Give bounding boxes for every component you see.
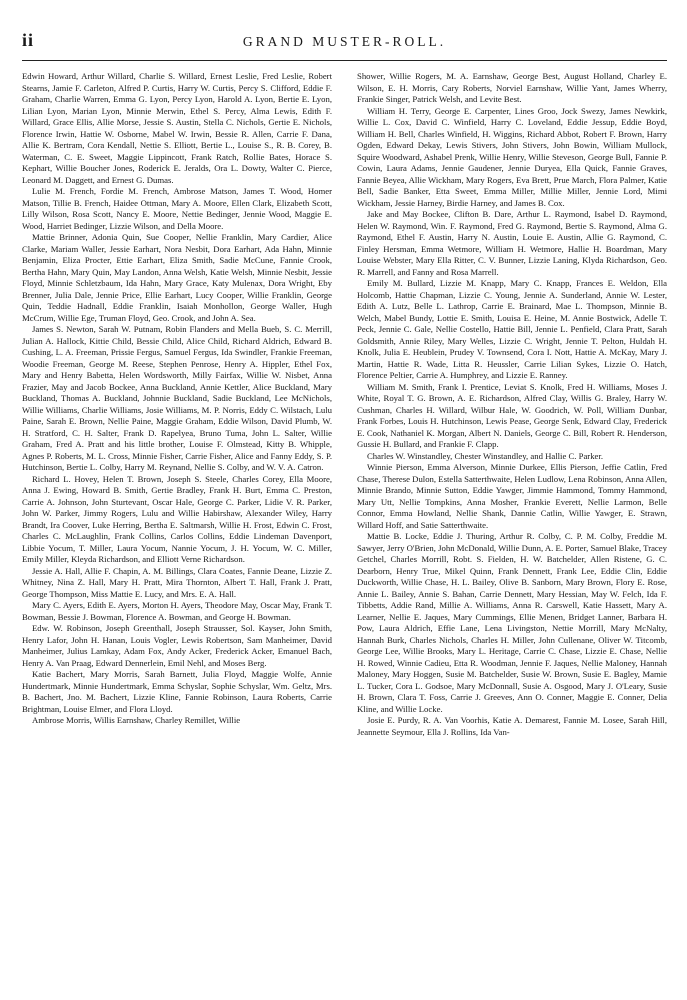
name-paragraph: Josie E. Purdy, R. A. Van Voorhis, Katie A. Demarest, Fannie M. Losee, Sarah Hill, Jeannette Seymour, Ella J. Rollins, Ida Van- <box>357 715 667 737</box>
right-column <box>357 71 667 738</box>
name-paragraph: Winnie Pierson, Emma Alverson, Minnie Durkee, Ellis Pierson, Jeffie Catlin, Fred Chase, Therese Dulon, Estella Satterthwaite, Helen Ludlow, Lena Robinson, Anna Allen, Minnie Brando, Minnie Sutton, Eddie Yawger, Jimmie Hammond, Tommy Hammond, Mary Utt, Nellie Tompkins, Anna Mosher, Frankie Everett, Nellie Larmon, Belle Connor, Emma Howland, Nellie Shank, Dannie Catlin, Willie Yawger, E. Strawn, Willard Hoff, and Satie Satterthwaite. <box>357 462 667 530</box>
name-paragraph: Katie Bachert, Mary Morris, Sarah Barnett, Julia Floyd, Maggie Wolfe, Annie Hundertmark, Minnie Hundertmark, Emma Schyslar, Sophie Schyslar, Wm. Geltz, Mrs. B. Bachert, Jno. M. Bachert, Lizzie Kline, Fannie Robinson, Laura Roberts, Carrie Brightman, Louise Elmer, and Flora Lloyd. <box>22 669 332 714</box>
two-column-body <box>22 71 667 738</box>
name-paragraph: Lulie M. French, Fordie M. French, Ambrose Matson, James T. Wood, Homer Matson, Tillie B. French, Haidee Ottman, Mary A. Moore, Ellen Clark, Elizabeth Scott, Lilly Wilson, Rosa Scott, Nancy E. Moore, Nettie Bedinger, Jennie Wood, Maggie E. Wood, Harriet Bedinger, Lizzie Wilson, and Della Moore. <box>22 186 332 231</box>
header-rule <box>22 60 667 61</box>
name-paragraph: Emily M. Bullard, Lizzie M. Knapp, Mary C. Knapp, Frances E. Weldon, Ella Holcomb, Hattie Chapman, Lizzie C. Young, Jennie A. Sunderland, Annie W. Lester, Edith A. Lutz, Belle L. Lathrop, Carrie E. Brainard, Mae L. Thompson, Minnie B. Welch, Mabel Bundy, Lottie E. Smith, Louisa E. Heine, M. Annie Bostwick, Adelle T. Peck, Jennie C. Gale, Nellie Costello, Hattie Bill, Jennie L. Penfield, Clara Pratt, Sarah Goldsmith, Annie Riley, Mary Welles, Lizzie C. Wright, Jennie T. Pelton, Huldah H. Knolk, Julia E. Heublein, Prudey V. Townsend, Cora I. Nott, Hattie A. McKay, Mary J. Martin, Hattie R. Wade, Litta R. Heussler, Carrie Lilian Sykes, Lizzie O. Hatch, Florence Peltier, Carrie A. Humphrey, and Lizzie E. Ranney. <box>357 278 667 380</box>
name-paragraph: Edwin Howard, Arthur Willard, Charlie S. Willard, Ernest Leslie, Fred Leslie, Robert Stearns, Jamie F. Carleton, Alfred P. Curtis, Harry W. Curtis, Percy S. Clifford, Eddie F. Graham, Charlie Warren, Emma G. Lyon, Percy Lyon, Harold A. Lyon, Bertie E. Lyon, Lilian Lyon, Marian Lyon, Minnie Merwin, Ethel S. Percy, Alma Lewis, Edith F. Willard, Grace Ellis, Allie Morse, Jessie S. Austin, Stella C. Nichols, Gertie E. Nichols, Florence Irwin, Hattie W. Osborne, Mabel W. Irwin, Bessie R. Allen, Carrie F. Dana, Allie K. Bertram, Cora Kendall, Nettie S. Elliott, Bertie L., Louise S., R. B. Corey, B. Waterman, C. E. Sweet, Maggie Lippincott, Frank Ratch, Rollie Bates, Horace S. Kephart, Willie Boucher Jones, Roderick E. Jeralds, Ora L. Dowty, Walter C. Pierce, Leonard M. Daggett, and Ernest G. Dumas. <box>22 71 332 185</box>
name-paragraph: Charles W. Winstandley, Chester Winstandley, and Hallie C. Parker. <box>367 450 603 461</box>
name-paragraph: Jessie A. Hall, Allie F. Chapin, A. M. Billings, Clara Coates, Fannie Deane, Lizzie Z. Whitney, Nina Z. Hall, Mary H. Pratt, Mira Thornton, Albert T. Hall, Frank J. Pratt, George Thompson, Miss Mattie E. Lucy, and Mrs. E. A. Hall. <box>22 565 332 599</box>
document-page <box>22 30 667 992</box>
name-paragraph: James S. Newton, Sarah W. Putnam, Robin Flanders and Mella Bueb, S. C. Merrill, Julian A. Hallock, Kittie Child, Bessie Child, Alice Child, Richard Aldrich, Edward B. Cushing, L. A. Freeman, Prissie Fergus, Samuel Fergus, Ida Swindler, Frankie Freeman, Woodie Freeman, George M. Reese, Stephen Penrose, Henry A. Hippler, Ethel Fox, Mary and Henry Babetta, Helen Wordsworth, Milly Fairfax, Willie W. Nisbet, Anna Frazier, May and Jacob Bockee, Anna Buckland, Annie Kettler, Alice Buckland, Mary Buckland, Thomas A. Buckland, Johnnie Buckland, Sadie Buckland, Lee McNichols, Willie Williams, Charlie Williams, Josie Williams, M. P. Norris, Eddy C. Wilstach, Lulu Paine, Sarah E. Brown, Nellie Paine, Maggie Graham, Eddie Wilson, David Plumb, W. H. Stratford, C. H. Salter, Frank D. Rapelyea, Bruno Tuma, John L. Salter, Willie Graham, Fred A. Pratt and his little brother, Louise F. Olmstead, Kitty B. Whipple, Agnes P. Roberts, M. L. Cross, Minnie Fisher, Carrie Fisher, Alice and Fanny Eddy, S. P. Hutchinson, Bertie L. Colby, Harry M. Reynand, Nellie S. Colby, and W. V. A. Catron. <box>22 324 332 472</box>
name-paragraph: Mary C. Ayers, Edith E. Ayers, Morton H. Ayers, Theodore May, Oscar May, Frank T. Bowman, Bessie J. Bowman, Florence A. Bowman, and George H. Bowman. <box>22 600 332 622</box>
name-paragraph: Richard L. Hovey, Helen T. Brown, Joseph S. Steele, Charles Corey, Ella Moore, Anna J. Ewing, Howard B. Smith, Gertie Bradley, Frank H. Burt, Emma C. Preston, Carrie A. Johnson, John Sturtevant, Oscar Hale, George C. Parker, Lidie V. R. Parker, John W. Parker, Jimmy Rogers, Lulu and Willie Habirshaw, Alexander Wiley, Harry Brandt, Ira Coover, Luke Herring, Bertha E. Saltmarsh, Willie H. Frost, Edwin C. Frost, Charles C. McLaughlin, Frank Collins, Carlos Collins, Eddie Lindeman Davenport, Libbie Yocum, T. Miller, Laura Yocum, Nannie Yocum, J. H. Yocum, W. C. Miller, Emily Miller, Kleyda Richardson, and Elliott Verne Richardson. <box>22 473 332 564</box>
name-paragraph: Edw. W. Robinson, Joseph Greenthall, Joseph Strausser, Sol. Kayser, John Smith, Henry Lafor, John H. Hanan, Louis Vogler, Lewis Robertson, Sam Manheimer, David Manheimer, Julius Lamkay, Adam Fox, Andy Acker, Frederick Acker, Emanuel Bach, Henry A. Van Praag, Edward Dennerlein, Emil Nehl, and Moses Berg. <box>22 623 332 668</box>
page-header <box>22 30 667 56</box>
name-paragraph: Jake and May Bockee, Clifton B. Dare, Arthur L. Raymond, Isabel D. Raymond, Helen W. Raymond, Win. F. Raymond, Fred G. Raymond, Bertie S. Raymond, Alma G. Raymond, Ethel F. Austin, Harry N. Austin, Louie E. Austin, Allie G. Raymond, C. Finley Hersman, Emma Wetmore, William H. Wetmore, Hallie H. Boardman, Mary Louise Webster, Mary Ella Ritter, C. V. Bunner, Lizzie Laning, Klyda Richardson, Geo. R. Marrell, and Fanny and Rosa Marrell. <box>357 209 667 277</box>
name-paragraph: Mattie Brinner, Adonia Quin, Sue Cooper, Nellie Franklin, Mary Cardier, Alice Clarke, Mariam Waller, Jessie Earhart, Nora Nesbit, Dora Earhart, Ada Hahn, Minnie Benjamin, Eliza Procter, Ettie Earhart, Eliza Smith, Sadie McCune, Fannie Crook, Bertha Hahn, Mary Quin, May Landon, Anna Welsh, Katie Welsh, Minnie Nesbit, Jessie Floyd, Minnie Schletzbaum, Ida Hahn, Mary Grace, Katy Mulenax, Dora Wright, Eby Brenner, Julia Dale, Jennie Price, Ellie Earhart, Lucy Cooper, Willie Franklin, George Quin, Teddie Hadnall, Eddie Franklin, Isaiah Monhollon, George Waller, Hugh McCrum, Willie Ege, Truman Floyd, Geo. Crook, and John A. Sea. <box>22 232 332 323</box>
name-paragraph: Ambrose Morris, Willis Earnshaw, Charley Remillet, Willie <box>32 715 241 725</box>
page-number: ii <box>22 30 35 50</box>
left-column <box>22 71 332 738</box>
name-paragraph: William H. Terry, George E. Carpenter, Lines Groo, Jock Swezy, James Newkirk, Willie L. Cox, David C. Winfield, Harry C. Loveland, Eddie Jessup, Eddie Boyd, William H. Bell, Charles Winfield, H. Wiggins, Richard Abbot, Robert F. Brown, Harry Ogden, Edward Dekay, Lewis Stivers, John Stivers, John Bowin, William Mullock, Squire Woodward, Ashabel Prenk, Willie Henry, Willie Steveson, George Bull, Fannie P. Cowin, Laura Adams, Jennie Gaudener, Jennie Duryea, Ella Quick, Fannie Graves, Fannie Beyea, Allie Wickham, Mary Rogers, Eva Brett, Prue March, Flora Palmer, Katie Bell, Sadie Banker, Etta Sweet, Emma Miller, Millie Miller, Jennie Lord, Mimi Wickham, Jessie Harney, Birdie Harney, and James B. Cox. <box>357 105 667 208</box>
name-paragraph: William M. Smith, Frank I. Prentice, Leviat S. Knolk, Fred H. Williams, Moses J. White, Royal T. G. Brown, A. E. Richardson, Alfred Clay, Willis G. Braley, Harry W. Cushman, Charles H. Willard, Wilbur Hale, W. Goodrich, W. Poll, William Dunbar, Frank Forbes, Louis H. Hutchinson, Lewis Pease, George Senk, Edward Clay, Frederick E. Cook, Nathaniel K. Morgan, Albert N. Daniels, George C. Bill, Robert R. Henderson, Gussie H. Bullard, and Frankie F. Clapp. <box>357 381 667 449</box>
name-paragraph: Mattie B. Locke, Eddie J. Thuring, Arthur R. Colby, C. P. M. Colby, Freddie M. Sawyer, Jerry O'Brien, John McDonald, Willie Dunn, A. E. Porter, Samuel Blake, Tracey Getchel, Charles Morrill, Robt. S. Fielden, H. W. Batchelder, Allen Ristene, G. C. Dearborn, Henry True, Mikel Quinn, Frank Dennett, Frank Lee, Eddie Clin, Eddie Duckworth, Willie Chase, H. L. Bailey, Olive B. Sanborn, Mary Brown, Flory E. Rose, Annie L. Bailey, Annie S. Bahan, Carrie Dennett, Mary Hessian, May W. Felch, Ida F. Tibbetts, Addie Rand, Millie A. Williams, Anna R. Carswell, Katie Hassett, Mary A. Learner, Nellie E. Jaques, Mary Cummings, Ellie Menen, Bridget Lanner, Barbara H. Pow, Laura Aldrich, Effie Lane, Lena Livingston, Nettie Morrill, Mary McNalty, Hannah Burk, Charles Nichols, Charles H. Miller, John Cullenane, Oliver W. Titcomb, George Lee, Willie Brooks, Mary L. Heritage, Carrie C. Chase, Lizzie E. Chase, Nellie H. Rowed, Winnie Cadieu, Etta R. Woodman, Jennie F. Jaques, Nellie Maloney, Hannah Maloney, Mary Hoggen, Susie M. Batchelder, Susie W. Brown, Susie E. Bagley, Mamie L. Tucker, Cora L. Godsoe, Mary McDonnall, Susie A. Osgood, Mary J. O'Leary, Susie H. Brown, Clara T. Foss, Carrie J. Greeves, Ann O. Conner, Maggie E. Conner, Delia Kline, and Willie Locke. <box>357 531 667 714</box>
name-paragraph: Shower, Willie Rogers, M. A. Earnshaw, George Best, August Holland, Charley E. Wilson, E. H. Morris, Cary Roberts, Norviel Earnshaw, Willie Yant, James Wherry, Frankie Singer, Patrick Welsh, and Levite Best. <box>357 71 667 104</box>
running-title: GRAND MUSTER-ROLL. <box>242 34 447 49</box>
